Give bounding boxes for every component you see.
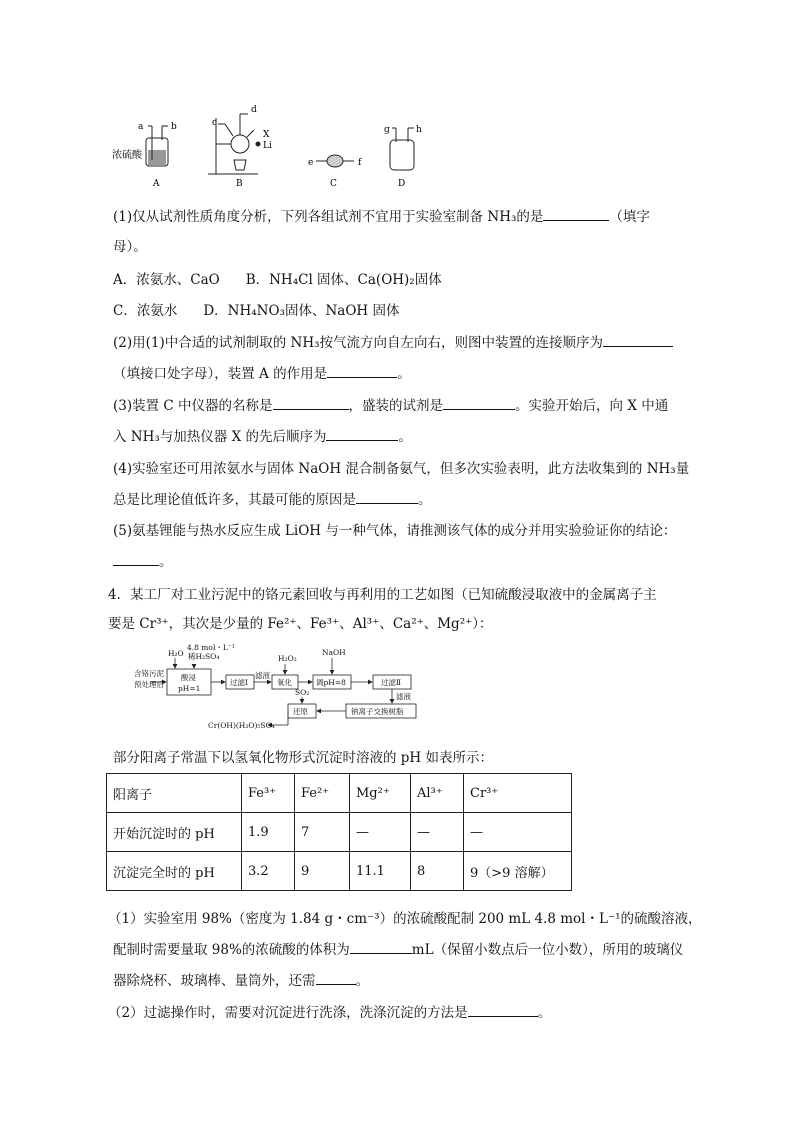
q4-text-2: 总是比理论值低许多，其最可能的原因是 — [113, 492, 356, 508]
q3-line2 — [113, 422, 683, 452]
table-caption — [113, 743, 683, 773]
table-header-cell: 阳离子 — [107, 774, 242, 813]
q4-text-2-end: 。 — [418, 492, 432, 508]
apparatus-b-x: X — [263, 130, 270, 140]
q5-text-2-end: 。 — [159, 554, 173, 570]
flow-filter-1: 过滤Ⅰ — [230, 678, 248, 687]
q2-line2 — [113, 359, 683, 389]
q3-reagent-blank[interactable] — [443, 395, 515, 410]
table-cell: 开始沉淀时的 pH — [107, 813, 242, 852]
flow-reduce: 还原 — [293, 707, 308, 716]
table-cell: 9 — [295, 852, 350, 891]
apparatus-a-reagent: 浓硫酸 — [112, 150, 142, 161]
table-cell: 沉淀完全时的 pH — [107, 852, 242, 891]
apparatus-c-drying-tube — [316, 155, 354, 167]
apparatus-a-port-a: a — [138, 122, 144, 132]
flow-ion-exchange: 钠离子交换树脂 — [351, 707, 404, 716]
s1-instrument-blank[interactable] — [316, 970, 356, 985]
apparatus-a-wash-bottle — [146, 126, 168, 166]
p4-text-2: 要是 Cr³⁺，其次是少量的 Fe²⁺、Fe³⁺、Al³⁺、Ca²⁺、Mg²⁺）： — [108, 616, 493, 632]
apparatus-figure — [108, 100, 428, 195]
q2-text-2-end: 。 — [397, 366, 411, 382]
flow-acid-name: 稀H₂SO₄ — [188, 652, 220, 661]
q2-line1 — [113, 328, 683, 358]
flow-leach-2: pH=1 — [178, 684, 201, 693]
s1-text-2a: 配制时需要量取 98%的浓硫酸的体积为 — [113, 942, 350, 958]
table-cell: 7 — [295, 813, 350, 852]
apparatus-a-port-b: b — [171, 122, 177, 132]
table-header-row — [107, 774, 572, 813]
flow-adjust: 调pH=8 — [316, 678, 346, 687]
apparatus-d-port-h: h — [416, 125, 422, 135]
apparatus-c-port-f: f — [358, 158, 362, 168]
table-cell: 9（>9 溶解） — [464, 852, 572, 891]
apparatus-d-port-g: g — [384, 125, 390, 135]
q3-text-b: ，盛装的试剂是 — [348, 398, 444, 414]
table-cell: 1.9 — [242, 813, 295, 852]
apparatus-b-li: Li — [263, 141, 272, 151]
q1-text-end: （填字 — [609, 209, 650, 225]
q1-options-ab — [113, 265, 683, 295]
table-caption-text: 部分阳离子常温下以氢氧化物形式沉淀时溶液的 pH 如表所示： — [113, 750, 493, 766]
q4-reason-blank[interactable] — [356, 489, 418, 504]
q3-order-blank[interactable] — [326, 426, 398, 441]
q2-text: (2)用(1)中合适的试剂制取的 NH₃按气流方向自左向右，则图中装置的连接顺序为 — [113, 335, 604, 351]
option-c: C．浓氨水 — [113, 303, 178, 319]
p4-text: 4．某工厂对工业污泥中的铬元素回收与再利用的工艺如图（已知硫酸浸取液中的金属离子主 — [108, 587, 657, 603]
flow-so2: SO₂ — [295, 688, 310, 697]
s2-method-blank[interactable] — [468, 1002, 538, 1017]
q2-order-blank[interactable] — [603, 332, 673, 347]
p4-line1 — [108, 580, 678, 610]
q1-line2 — [113, 232, 683, 262]
table-cell: — — [411, 813, 464, 852]
q4-line1 — [113, 454, 690, 484]
s1-text-2b: mL（保留小数点后一位小数），所用的玻璃仪 — [411, 942, 684, 958]
apparatus-d-bottle — [390, 128, 414, 170]
s2-text: （2）过滤操作时，需要对沉淀进行洗涤，洗涤沉淀的方法是 — [108, 1005, 468, 1021]
apparatus-b-port-d: d — [251, 105, 257, 115]
apparatus-b-label: B — [236, 179, 243, 189]
s1-line2 — [113, 935, 683, 965]
s2-line1 — [108, 998, 678, 1028]
q3-text-2: 入 NH₃与加热仪器 X 的先后顺序为 — [113, 429, 327, 445]
q3-name-blank[interactable] — [273, 395, 349, 410]
flow-naoh: NaOH — [322, 648, 346, 657]
q1-line1 — [113, 202, 683, 232]
q3-line1 — [113, 391, 683, 421]
flow-product: Cr(OH)(H₂O)₅SO₄ — [208, 721, 275, 730]
s1-text: （1）实验室用 98%（密度为 1.84 g・cm⁻³）的浓硫酸配制 200 mL 4.8 mol・L⁻¹的硫酸溶液， — [108, 911, 702, 927]
table-cell: — — [464, 813, 572, 852]
s1-volume-blank[interactable] — [350, 939, 412, 954]
apparatus-d-label: D — [398, 179, 406, 189]
flow-filtrate-1: 滤液 — [255, 671, 270, 680]
apparatus-b-port-c: c — [212, 118, 218, 128]
table-header-cell: Fe²⁺ — [295, 774, 350, 813]
flow-start-1: 含铬污泥 — [134, 669, 164, 678]
q1-text: (1)仅从试剂性质角度分析，下列各组试剂不宜用于实验室制备 NH₃的是 — [113, 209, 544, 225]
flow-acid-conc: 4.8 mol・L⁻¹ — [187, 643, 235, 652]
q2-role-blank[interactable] — [327, 363, 397, 378]
s1-line3 — [113, 966, 683, 996]
q5-line1 — [113, 516, 683, 546]
option-d: D．NH₄NO₃固体、NaOH 固体 — [203, 303, 400, 319]
flow-h2o: H₂O — [168, 649, 184, 658]
s1-line1 — [108, 904, 702, 934]
table-cell: — — [350, 813, 411, 852]
table-header-cell: Fe³⁺ — [242, 774, 295, 813]
apparatus-c-port-e: e — [308, 158, 314, 168]
q1-answer-blank[interactable] — [543, 206, 609, 221]
q5-text: (5)氨基锂能与热水反应生成 LiOH 与一种气体，请推测该气体的成分并用实验验证你的结论： — [113, 523, 677, 539]
table-cell: 3.2 — [242, 852, 295, 891]
table-cell: 11.1 — [350, 852, 411, 891]
s1-text-3b: 。 — [355, 973, 369, 989]
apparatus-c-label: C — [330, 179, 337, 189]
q1-text-2: 母）。 — [113, 239, 147, 255]
q2-text-2: （填接口处字母），装置 A 的作用是 — [113, 366, 328, 382]
s2-text-end: 。 — [537, 1005, 552, 1021]
table-row — [107, 852, 572, 891]
table-cell: 8 — [411, 852, 464, 891]
flow-filtrate-2: 滤液 — [396, 692, 411, 701]
q5-line2 — [113, 547, 683, 577]
option-b: B．NH₄Cl 固体、Ca(OH)₂固体 — [245, 272, 442, 288]
flow-leach-1: 酸浸 — [181, 673, 196, 682]
s1-text-3a: 器除烧杯、玻璃棒、量筒外，还需 — [113, 973, 316, 989]
q3-text-a: (3)装置 C 中仪器的名称是 — [113, 398, 273, 414]
q3-text-c: 。实验开始后，向 X 中通 — [515, 398, 669, 414]
ph-table — [106, 773, 572, 891]
table-row — [107, 813, 572, 852]
q4-line2 — [113, 485, 683, 515]
flow-filter-2: 过滤Ⅱ — [381, 678, 402, 687]
flow-oxid: 氧化 — [277, 678, 292, 687]
option-a: A．浓氨水、CaO — [113, 272, 220, 288]
process-flow-diagram — [134, 642, 438, 738]
table-header-cell: Mg²⁺ — [350, 774, 411, 813]
q5-answer-blank[interactable] — [113, 551, 159, 566]
q3-text-2-end: 。 — [398, 429, 412, 445]
flow-start-2: 预处理后 — [134, 680, 164, 689]
table-header-cell: Cr³⁺ — [464, 774, 572, 813]
table-header-cell: Al³⁺ — [411, 774, 464, 813]
q1-options-cd — [113, 296, 683, 326]
p4-line2 — [108, 609, 678, 639]
apparatus-a-label: A — [153, 179, 160, 189]
flow-h2o2: H₂O₂ — [278, 654, 297, 663]
q4-text: (4)实验室还可用浓氨水与固体 NaOH 混合制备氨气，但多次实验表明，此方法收集到的 NH₃量 — [113, 461, 690, 477]
